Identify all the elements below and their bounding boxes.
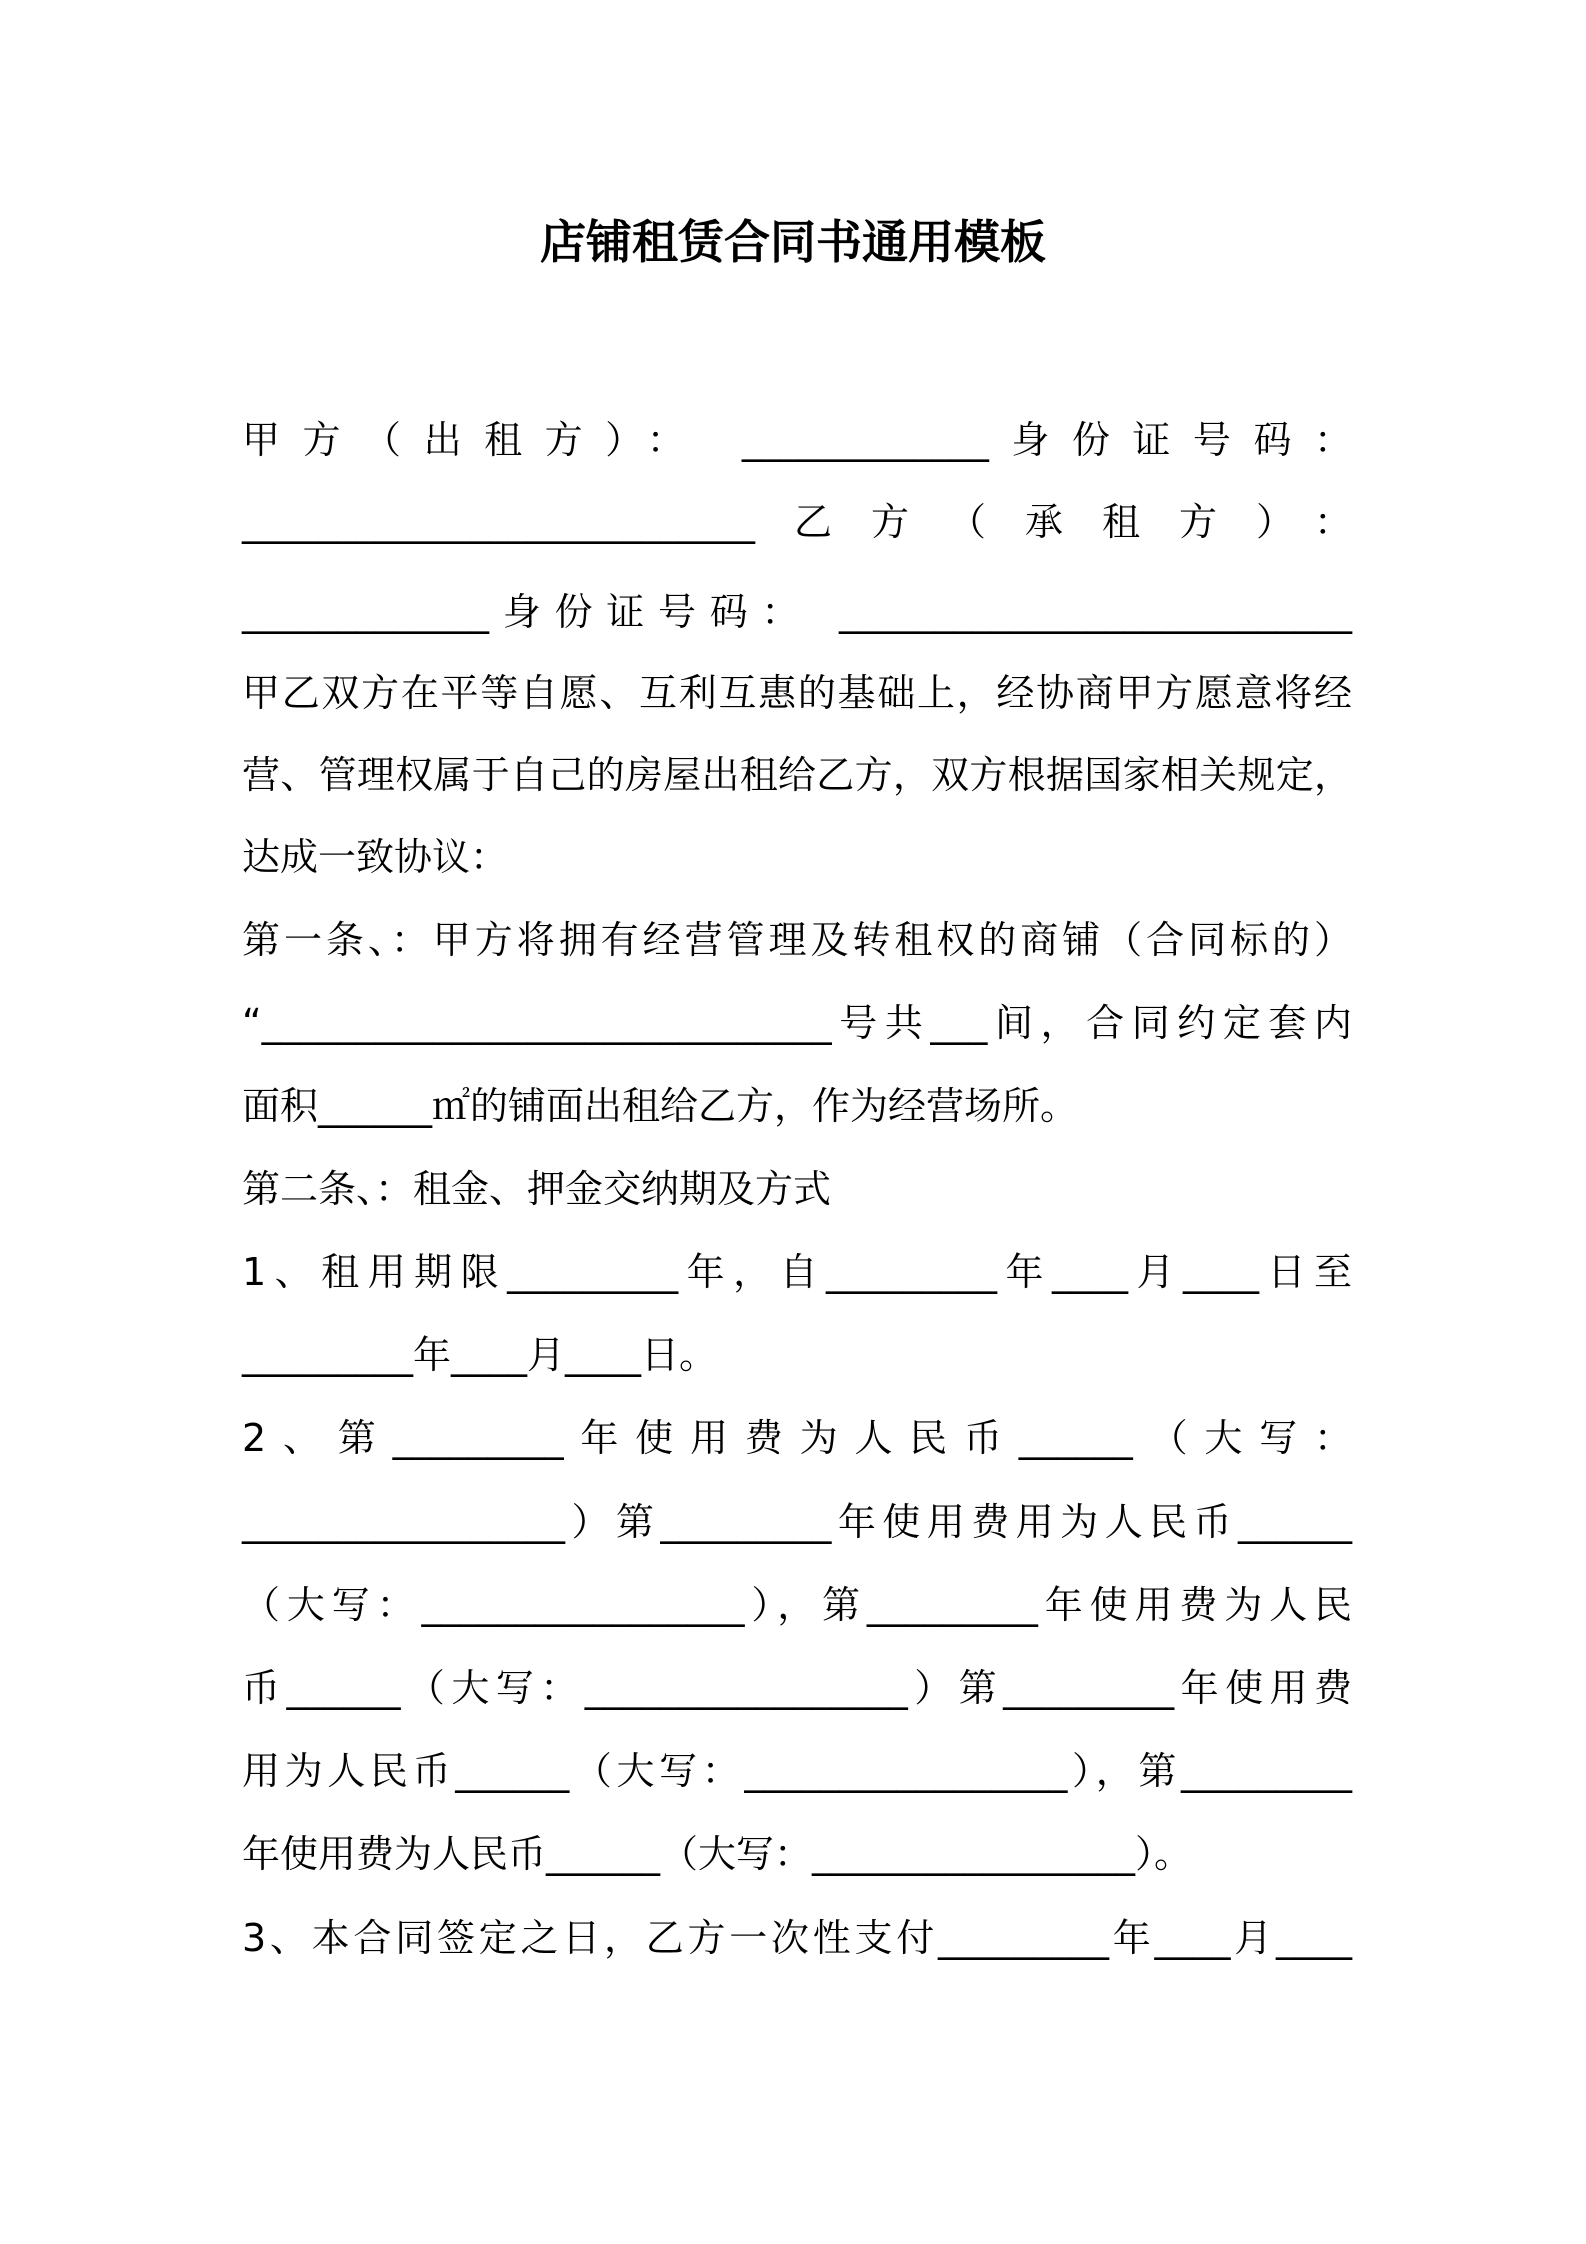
article-1-line-3: 面积______㎡的铺面出租给乙方，作为经营场所。 [242, 1084, 1079, 1128]
article-1-line-1: 第一条、：甲方将拥有经营管理及转租权的商铺（合同标的） [242, 918, 1352, 962]
clause-1-line-2: _________年____月____日。 [242, 1333, 718, 1377]
clause-2-line-2: _________________）第_________年使用费用为人民币______ [242, 1500, 1352, 1544]
clause-2-line-4: 币______（大写：_________________）第_________年使用费 [242, 1666, 1352, 1710]
clause-3-line-1: 3、本合同签定之日，乙方一次性支付_________年____月____ [242, 1916, 1352, 1960]
clause-2-line-5: 用为人民币______（大写：_________________），第_________ [242, 1749, 1352, 1793]
article-1-line-2: “______________________________号共___间，合同约定套内 [242, 1001, 1352, 1045]
document-title: 店铺租赁合同书通用模板 [540, 215, 1046, 269]
clause-1-line-1: 1、租用期限_________年，自_________年____月____日至 [242, 1250, 1352, 1294]
preamble-line-3: 达成一致协议： [242, 835, 509, 879]
preamble-line-1: 甲乙双方在平等自愿、互利互惠的基础上，经协商甲方愿意将经 [242, 671, 1352, 715]
preamble-line-2: 营、管理权属于自己的房屋出租给乙方，双方根据国家相关规定， [242, 753, 1352, 797]
clause-2-line-6: 年使用费为人民币______（大写：_________________）。 [242, 1832, 1193, 1876]
party-b-id-line: _____________身份证号码： ___________________________ [242, 590, 1352, 634]
clause-2-line-1: 2、第_________年使用费为人民币______（大写： [242, 1416, 1352, 1460]
party-a-line: 甲方（出租方）： _____________身份证号码： [242, 418, 1352, 462]
clause-2-line-3: （大写：_________________），第_________年使用费为人民 [242, 1583, 1352, 1627]
party-b-line: ___________________________乙方（承租方）： [242, 500, 1352, 544]
article-2-heading: 第二条、：租金、押金交纳期及方式 [242, 1167, 832, 1211]
